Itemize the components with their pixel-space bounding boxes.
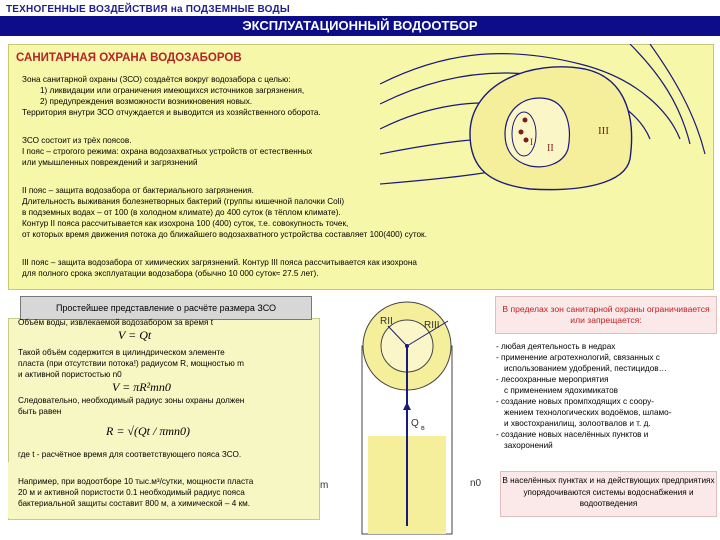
label-q-sub: в (421, 425, 425, 432)
intro-line-4: Территория внутри ЗСО отчуждается и выводится из хозяйственного оборота. (22, 108, 321, 117)
formula-2: V = πR²mn0 (112, 380, 171, 394)
zone-diagram (380, 44, 710, 194)
restriction-item: жением технологических водоёмов, шламо- (504, 408, 672, 417)
label-r3: RIII (424, 320, 440, 331)
belt2-line-1: II пояс – защита водозабора от бактериального загрязнения. (22, 186, 254, 195)
restriction-item: - создание новых населённых пунктов и (496, 430, 649, 439)
calc-title-box (20, 296, 312, 320)
example-line-1: Например, при водоотборе 10 тыс.м³/сутки, мощности пласта (18, 477, 254, 486)
belt3-line-2: для полного срока эксплуатации водозабора (обычно 10 000 суток≈ 27.5 лет). (22, 269, 319, 278)
example-line-3: бактериальной защиты составит 800 м, а химической – 4 км. (18, 499, 251, 508)
calc-line-2b: пласта (при отсутствии потока!) радиусом R, мощностью m (18, 359, 244, 368)
calc-line-2c: и активной пористостью n0 (18, 370, 122, 379)
restriction-item: и хвостохранилищ, золоотвалов и т. д. (504, 419, 651, 428)
restriction-item: - применение агротехнологий, связанных с (496, 353, 660, 362)
settlements-note: В населённых пунктах и на действующих предприятиях упорядочиваются системы водоснабжения и водоотведения (502, 476, 715, 508)
label-n0: n0 (470, 478, 482, 489)
belt2-line-2: Длительность выживания болезнетворных бактерий (группы кишечной палочки Coli) (22, 197, 345, 206)
well-marker (519, 130, 524, 135)
banner-title: ЭКСПЛУАТАЦИОННЫЙ ВОДООТБОР (242, 18, 478, 33)
calc-line-3b: быть равен (18, 407, 62, 416)
restriction-item: с применением ядохимикатов (504, 386, 618, 395)
restriction-item: захоронений (504, 441, 553, 450)
flow-line (650, 44, 705, 154)
intro-line-2: 1) ликвидации или ограничения имеющихся источников загрязнения, (40, 86, 305, 95)
belt2-line-3: в подземных водах – от 100 (в холодном климате) до 400 суток (в тёплом климате). (22, 208, 341, 217)
calc-line-1: Объём воды, извлекаемой водозабором за время t (18, 318, 214, 327)
well-marker (523, 118, 528, 123)
formula-3: R = √(Qt / πmn0) (106, 424, 191, 438)
belt2-line-5: от которых время движения потока до ближайшего водозахватного устройства составляет 100(400) суток. (22, 230, 427, 239)
calc-line-3a: Следовательно, необходимый радиус зоны охраны должен (18, 396, 245, 405)
zone-iii-label: III (598, 125, 609, 137)
calc-line-2a: Такой объём содержится в цилиндрическом элементе (18, 348, 225, 357)
belts-line-3: или умышленных повреждений и загрязнений (22, 158, 198, 167)
top-title: ТЕХНОГЕННЫЕ ВОЗДЕЙСТВИЯ на ПОДЗЕМНЫЕ ВОДЫ (6, 4, 290, 15)
settlements-note-box (500, 471, 717, 517)
calc-line-4: где t - расчётное время для соответствующего пояса ЗСО. (18, 450, 242, 459)
label-q: Q (411, 418, 419, 429)
label-r2: RII (380, 316, 393, 327)
well-marker (524, 138, 529, 143)
zone-i-label: I (530, 137, 533, 147)
cylinder-diagram (318, 296, 496, 536)
zone-ii-contour (505, 98, 569, 167)
restriction-item: - создание новых промпходящих с соору- (496, 397, 654, 406)
belt2-line-4: Контур II пояса рассчитывается как изохрона 100 (400) суток, т.е. совокупность точек, (22, 219, 349, 228)
formula-1: V = Qt (118, 328, 152, 342)
restriction-item: использованием удобрений, пестицидов… (504, 364, 667, 373)
belt3-line-1: III пояс – защита водозабора от химических загрязнений. Контур III пояса рассчитывается как изохрона (22, 258, 417, 267)
label-m: m (320, 480, 329, 491)
section-title: САНИТАРНАЯ ОХРАНА ВОДОЗАБОРОВ (16, 52, 242, 64)
belts-line-2: I пояс – строгого режима: охрана водозахватных устройств от естественных (22, 147, 313, 156)
intro-line-1: Зона санитарной охраны (ЗСО) создаётся вокруг водозабора с целью: (22, 75, 291, 84)
restrictions-title-box (495, 296, 717, 334)
calc-title: Простейшее представление о расчёте размера ЗСО (55, 303, 277, 313)
example-line-2: 20 м и активной пористости 0.1 необходимый радиус пояса (18, 488, 245, 497)
restrictions-title: В пределах зон санитарной охраны ограничивается или запрещается: (502, 304, 710, 325)
zone-ii-label: II (547, 143, 554, 154)
intro-line-3: 2) предупреждения возможности возникновения новых. (40, 97, 253, 106)
restriction-item: - любая деятельность в недрах (496, 342, 616, 351)
belts-line-1: ЗСО состоит из трёх поясов. (22, 136, 132, 145)
restriction-item: - лесоохранные мероприятия (496, 375, 609, 384)
restrictions-list (496, 341, 671, 451)
